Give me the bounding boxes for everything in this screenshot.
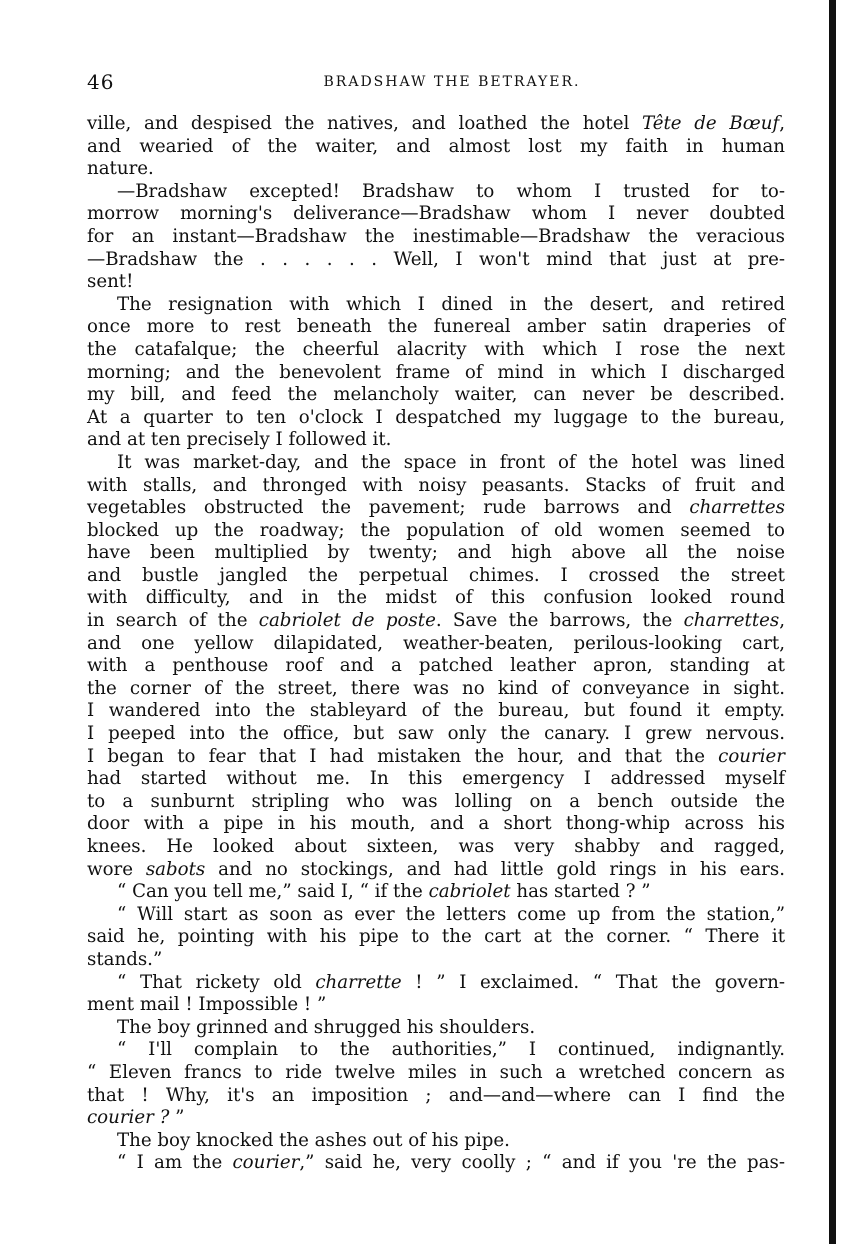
text-run: to a sunburnt stripling who was lolling on a bench outside the	[87, 790, 785, 812]
text-run: “ I'll complain to the authorities,” I continued, indignantly.	[117, 1039, 785, 1061]
italic-text: sabots	[145, 858, 206, 880]
text-run: that ! Why, it's an imposition ; and—and—where can I find the	[87, 1084, 785, 1106]
text-run: ville, and despised the natives, and loathed the hotel	[87, 113, 643, 134]
text-run: have been multiplied by twenty; and high above all the noise	[87, 542, 785, 564]
text-run: I began to fear that I had mistaken the hour, and that the	[87, 745, 719, 767]
text-run: ment mail ! Impossible ! ”	[87, 994, 327, 1016]
text-run: the catafalque; the cheerful alacrity with which I rose the next	[87, 338, 785, 360]
text-run: blocked up the roadway; the population of old women seemed to	[87, 519, 785, 541]
text-run: in search of the	[87, 610, 259, 632]
text-line	[87, 542, 785, 565]
text-run: with stalls, and thronged with noisy peasants. Stacks of fruit and	[87, 474, 785, 496]
text-run: knees. He looked about sixteen, was very shabby and ragged,	[87, 836, 785, 857]
text-line	[87, 384, 785, 407]
text-run: and at ten precisely I followed it.	[87, 429, 392, 451]
text-run: with difficulty, and in the midst of this confusion looked round	[87, 587, 785, 609]
text-line	[87, 655, 785, 678]
text-line	[87, 1062, 785, 1085]
text-run: “ Can you tell me,” said I, “ if the	[117, 881, 429, 903]
text-run: and wearied of the waiter, and almost lost my faith in human	[87, 135, 785, 157]
text-line	[87, 972, 785, 995]
text-run: morrow morning's deliverance—Bradshaw whom I never doubted	[87, 203, 785, 225]
italic-text: charrettes	[689, 497, 785, 519]
text-line	[87, 678, 785, 701]
text-line	[87, 181, 785, 204]
text-line	[87, 1085, 785, 1108]
text-run: nature.	[87, 158, 154, 180]
text-line	[87, 881, 785, 904]
text-run: —Bradshaw excepted! Bradshaw to whom I trusted for to-	[117, 180, 785, 202]
text-line	[87, 1017, 785, 1040]
text-run: morning; and the benevolent frame of mind in which I discharged	[87, 361, 785, 383]
text-run: vegetables obstructed the pavement; rude barrows and	[87, 497, 690, 519]
text-run: door with a pipe in his mouth, and a short thong-whip across his	[87, 813, 785, 835]
text-run: The resignation with which I dined in the desert, and retired	[117, 293, 785, 315]
text-run: ,	[779, 113, 785, 134]
italic-text: cabriolet	[428, 881, 511, 903]
italic-text: cabriolet de poste	[258, 610, 436, 632]
text-line	[87, 520, 785, 543]
text-run: At a quarter to ten o'clock I despatched my luggage to the bureau,	[87, 406, 785, 428]
text-line	[87, 1152, 785, 1175]
text-run: said he, pointing with his pipe to the cart at the corner. “ There it	[87, 926, 785, 948]
text-run: with a penthouse roof and a patched leather apron, standing at	[87, 655, 785, 677]
text-run: had started without me. In this emergency I addressed myself	[87, 768, 785, 790]
text-line	[87, 904, 785, 927]
text-line	[87, 949, 785, 972]
text-line	[87, 316, 785, 339]
text-run: sent!	[87, 271, 134, 293]
text-run: I wandered into the stableyard of the bureau, but found it empty.	[87, 700, 785, 722]
text-line	[87, 339, 785, 362]
page-number: 46	[87, 70, 115, 94]
text-run: “ I am the	[117, 1152, 233, 1174]
text-run: . Save the barrows, the	[435, 610, 684, 632]
text-run: The boy grinned and shrugged his shoulders.	[117, 1016, 536, 1038]
text-run: —Bradshaw the . . . . . . Well, I won't mind that just at pre-	[87, 248, 785, 270]
text-run: for an instant—Bradshaw the inestimable—Bradshaw the veracious	[87, 225, 785, 247]
text-line	[87, 249, 785, 272]
text-run: “ Eleven francs to ride twelve miles in such a wretched concern as	[87, 1061, 785, 1083]
italic-text: Tête de Bœuf	[642, 113, 780, 134]
text-run: wore	[87, 858, 146, 880]
text-line	[87, 791, 785, 814]
text-line	[87, 475, 785, 498]
text-run: ,	[779, 610, 786, 632]
text-line	[87, 113, 785, 136]
italic-text: courier	[718, 745, 785, 767]
text-line	[87, 565, 785, 588]
text-line	[87, 1039, 785, 1062]
text-line	[87, 429, 785, 452]
text-line	[87, 836, 785, 859]
body-text	[87, 113, 785, 1175]
text-line	[87, 610, 785, 633]
text-run: and no stockings, and had little gold rings in his ears.	[205, 858, 785, 880]
text-line	[87, 1107, 785, 1130]
running-title: BRADSHAW THE BETRAYER.	[323, 74, 581, 90]
text-line	[87, 407, 785, 430]
page-binding-edge	[829, 0, 836, 1244]
text-run: ! ” I exclaimed. “ That the govern-	[401, 971, 785, 993]
text-line	[87, 497, 785, 520]
text-line	[87, 136, 785, 159]
text-line	[87, 271, 785, 294]
text-line	[87, 723, 785, 746]
text-line	[87, 1130, 785, 1153]
text-run: the corner of the street, there was no kind of conveyance in sight.	[87, 677, 785, 699]
text-line	[87, 203, 785, 226]
text-line	[87, 452, 785, 475]
text-line	[87, 700, 785, 723]
text-run: It was market-day, and the space in front of the hotel was lined	[117, 451, 785, 473]
text-run: I peeped into the office, but saw only the canary. I grew nervous.	[87, 723, 785, 745]
text-line	[87, 294, 785, 317]
text-run: and bustle jangled the perpetual chimes. I crossed the street	[87, 564, 785, 586]
text-run: “ That rickety old	[117, 971, 316, 993]
page-header	[87, 70, 787, 92]
text-run: ,” said he, very coolly ; “ and if you 're the pas-	[299, 1152, 786, 1174]
text-run: “ Will start as soon as ever the letters come up from the station,”	[117, 903, 785, 925]
text-run: my bill, and feed the melancholy waiter, can never be described.	[87, 384, 785, 406]
italic-text: courier ?	[87, 1107, 170, 1129]
text-line	[87, 226, 785, 249]
text-line	[87, 926, 785, 949]
text-line	[87, 994, 785, 1017]
text-line	[87, 768, 785, 791]
italic-text: charrette	[315, 971, 402, 993]
text-line	[87, 746, 785, 769]
text-run: once more to rest beneath the funereal amber satin draperies of	[87, 316, 785, 338]
text-line	[87, 859, 785, 882]
text-line	[87, 587, 785, 610]
text-run: The boy knocked the ashes out of his pipe.	[117, 1129, 510, 1151]
text-run: ”	[169, 1107, 185, 1129]
text-line	[87, 158, 785, 181]
italic-text: courier	[232, 1152, 300, 1174]
italic-text: charrettes	[683, 610, 780, 632]
text-line	[87, 362, 785, 385]
text-line	[87, 813, 785, 836]
text-run: and one yellow dilapidated, weather-beaten, perilous-looking cart,	[87, 632, 785, 654]
text-run: stands.”	[87, 948, 163, 970]
text-line	[87, 633, 785, 656]
text-run: has started ? ”	[510, 881, 651, 903]
